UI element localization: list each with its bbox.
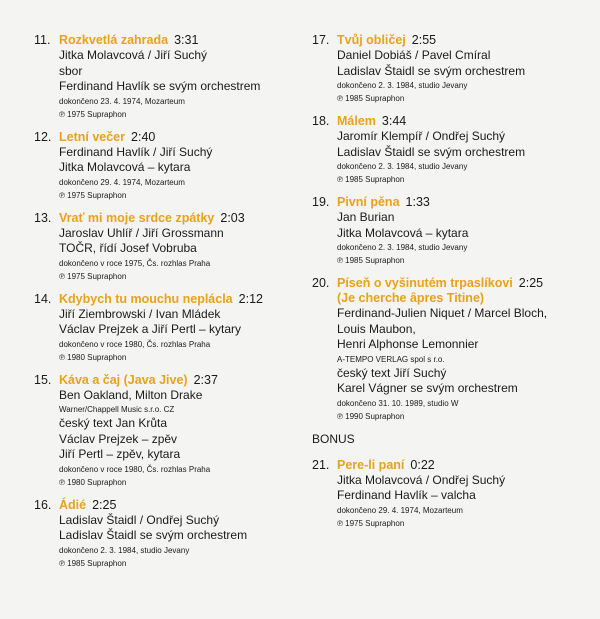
- recording-note: ℗ 1985 Supraphon: [59, 558, 127, 568]
- track-credits: [312, 129, 594, 186]
- track-duration: 2:12: [238, 291, 263, 306]
- credit-line: Karel Vágner se svým orchestrem: [337, 381, 518, 395]
- credit-line: Jaroslav Uhlíř / Jiří Grossmann: [59, 225, 224, 240]
- track-credits: [34, 307, 296, 364]
- track-header: [34, 33, 296, 48]
- tracklist-right-main: [312, 33, 594, 423]
- track-credits: [312, 306, 594, 423]
- tracklist-right-column: [312, 33, 594, 539]
- track-credits: [312, 473, 594, 530]
- recording-note: dokončeno 23. 4. 1974, Mozarteum: [59, 96, 185, 106]
- recording-note: dokončeno 2. 3. 1984, studio Jevany: [59, 545, 190, 555]
- credit-line: Jitka Molavcová – kytara: [337, 225, 469, 240]
- track-entry: [312, 33, 594, 105]
- track-number: 16.: [34, 497, 52, 512]
- recording-note: dokončeno 29. 4. 1974, Mozarteum: [337, 505, 463, 515]
- credit-line: český text Jan Krůta: [59, 416, 168, 430]
- credit-line: Jiří Ziembrowski / Ivan Mládek: [59, 306, 221, 321]
- credit-line: Jitka Molavcová / Jiří Suchý: [59, 48, 208, 62]
- credit-line: Ferdinand Havlík / Jiří Suchý: [59, 144, 213, 159]
- tracklist-left-column: [34, 33, 296, 579]
- track-title-block: [59, 292, 263, 307]
- track-number: 20.: [312, 276, 330, 290]
- track-duration: 3:44: [381, 114, 407, 128]
- track-title: Pivní pěna: [337, 195, 400, 209]
- track-title-block: [59, 373, 218, 388]
- recording-note: ℗ 1985 Supraphon: [337, 256, 405, 265]
- recording-note: ℗ 1975 Supraphon: [337, 518, 405, 528]
- credit-line: Jaromír Klempíř / Ondřej Suchý: [337, 129, 506, 143]
- track-header-continued: [312, 291, 594, 306]
- track-entry: [34, 211, 296, 283]
- track-subtitle: (Je cherche âpres Titine): [337, 291, 485, 305]
- track-duration: 2:55: [411, 33, 437, 47]
- track-title-block: [337, 458, 435, 473]
- track-title: Pere-li paní: [337, 457, 405, 472]
- track-credits: [34, 145, 296, 202]
- track-credits: [312, 48, 594, 105]
- track-title: Ádié: [59, 497, 87, 512]
- track-duration: 2:37: [193, 372, 218, 387]
- credit-line: TOČR, řídí Josef Vobruba: [59, 241, 197, 255]
- track-credits: [34, 48, 296, 121]
- track-title: Vrať mi moje srdce zpátky: [59, 210, 215, 225]
- recording-note: dokončeno 2. 3. 1984, studio Jevany: [337, 243, 468, 252]
- credit-line: Václav Prejzek – zpěv: [59, 431, 178, 446]
- recording-note: dokončeno 29. 4. 1974, Mozarteum: [59, 177, 185, 187]
- credit-line: Ladislav Štaidl se svým orchestrem: [59, 528, 248, 542]
- track-number: 11.: [34, 33, 51, 47]
- track-title-block: [59, 498, 116, 513]
- track-title-block: [59, 130, 155, 145]
- credit-line: Ferdinand-Julien Niquet / Marcel Bloch,: [337, 306, 548, 320]
- track-title-block: [337, 114, 406, 129]
- credit-line: Ferdinand Havlík – valcha: [337, 488, 476, 502]
- recording-note: dokončeno 31. 10. 1989, studio W: [337, 398, 459, 408]
- track-entry: [312, 458, 594, 530]
- credit-line: Jan Burian: [337, 210, 395, 224]
- track-header: [34, 211, 296, 226]
- credit-line: Jitka Molavcová – kytara: [59, 160, 191, 174]
- track-title: Káva a čaj (Java Jive): [59, 372, 188, 387]
- track-title: Rozkvetlá zahrada: [59, 33, 169, 47]
- track-number: 15.: [34, 372, 52, 387]
- track-title-block: [337, 33, 436, 48]
- track-duration: 3:31: [174, 33, 199, 47]
- recording-note: dokončeno 2. 3. 1984, studio Jevany: [337, 81, 468, 90]
- bonus-section: [312, 458, 594, 530]
- track-header: [312, 33, 594, 48]
- credit-line: Ferdinand Havlík se svým orchestrem: [59, 79, 261, 93]
- credit-line: Daniel Dobiáš / Pavel Cmíral: [337, 48, 491, 62]
- track-entry: [312, 114, 594, 186]
- recording-note: Warner/Chappell Music s.r.o. CZ: [59, 405, 175, 414]
- credit-line: Ladislav Štaidl se svým orchestrem: [337, 144, 526, 159]
- track-duration: 2:25: [518, 276, 544, 290]
- track-header: [34, 498, 296, 513]
- recording-note: ℗ 1975 Supraphon: [59, 190, 127, 200]
- credit-line: Henri Alphonse Lemonnier: [337, 337, 479, 351]
- credit-line: Jiří Pertl – zpěv, kytara: [59, 447, 181, 461]
- recording-note: ℗ 1985 Supraphon: [337, 94, 405, 103]
- track-entry: [34, 498, 296, 570]
- track-header: [34, 373, 296, 388]
- track-header: [34, 130, 296, 145]
- recording-note: dokončeno 2. 3. 1984, studio Jevany: [337, 162, 468, 171]
- track-number: 19.: [312, 195, 330, 209]
- credit-line: Ladislav Štaidl / Ondřej Suchý: [59, 512, 220, 527]
- track-entry: [312, 195, 594, 267]
- track-title-block: [59, 33, 198, 48]
- credit-line: Jitka Molavcová / Ondřej Suchý: [337, 472, 506, 487]
- bonus-heading: BONUS: [312, 431, 355, 446]
- track-title: Píseň o vyšinutém trpaslíkovi: [337, 276, 513, 290]
- track-duration: 2:25: [92, 497, 117, 512]
- track-header: [312, 276, 594, 291]
- track-header: [312, 195, 594, 210]
- track-title: Kdybych tu mouchu neplácla: [59, 291, 233, 306]
- track-entry: [34, 33, 296, 121]
- track-title: Málem: [337, 114, 376, 128]
- track-duration: 1:33: [405, 195, 430, 209]
- track-duration: 2:40: [131, 129, 156, 144]
- track-number: 13.: [34, 210, 52, 225]
- track-credits: [34, 388, 296, 489]
- credit-line: Louis Maubon,: [337, 321, 416, 336]
- recording-note: ℗ 1975 Supraphon: [59, 109, 127, 119]
- credit-line: Ladislav Štaidl se svým orchestrem: [337, 63, 526, 78]
- track-title: Letní večer: [59, 129, 126, 144]
- track-credits: [312, 210, 594, 267]
- recording-note: ℗ 1985 Supraphon: [337, 175, 405, 184]
- recording-note: ℗ 1980 Supraphon: [59, 477, 127, 487]
- track-duration: 2:03: [220, 210, 245, 225]
- track-credits: [34, 513, 296, 570]
- credit-line: český text Jiří Suchý: [337, 365, 447, 380]
- credit-line: sbor: [59, 63, 83, 78]
- track-title: Tvůj obličej: [337, 33, 406, 47]
- track-number: 17.: [312, 33, 330, 47]
- track-title-block: [59, 211, 245, 226]
- recording-note: dokončeno v roce 1980, Čs. rozhlas Praha: [59, 339, 211, 349]
- track-number: 18.: [312, 114, 330, 128]
- recording-note: ℗ 1975 Supraphon: [59, 271, 127, 281]
- track-number: 14.: [34, 291, 52, 306]
- track-header: [312, 458, 594, 473]
- recording-note: ℗ 1990 Supraphon: [337, 411, 405, 421]
- track-header: [34, 292, 296, 307]
- track-number: 21.: [312, 457, 330, 472]
- credit-line: Václav Prejzek a Jiří Pertl – kytary: [59, 322, 242, 336]
- track-title-block: [337, 195, 430, 210]
- recording-note: dokončeno v roce 1980, Čs. rozhlas Praha: [59, 464, 211, 474]
- track-entry: [34, 292, 296, 364]
- track-duration: 0:22: [410, 457, 435, 472]
- track-credits: [34, 226, 296, 283]
- track-entry: [312, 276, 594, 423]
- track-entry: [34, 373, 296, 489]
- track-title-block: [337, 276, 513, 291]
- recording-note: ℗ 1980 Supraphon: [59, 352, 127, 362]
- credit-line: Ben Oakland, Milton Drake: [59, 387, 203, 402]
- recording-note: dokončeno v roce 1975, Čs. rozhlas Praha: [59, 258, 211, 268]
- recording-note: A-TEMPO VERLAG spol s r.o.: [337, 354, 445, 364]
- track-number: 12.: [34, 129, 52, 144]
- track-header: [312, 114, 594, 129]
- track-entry: [34, 130, 296, 202]
